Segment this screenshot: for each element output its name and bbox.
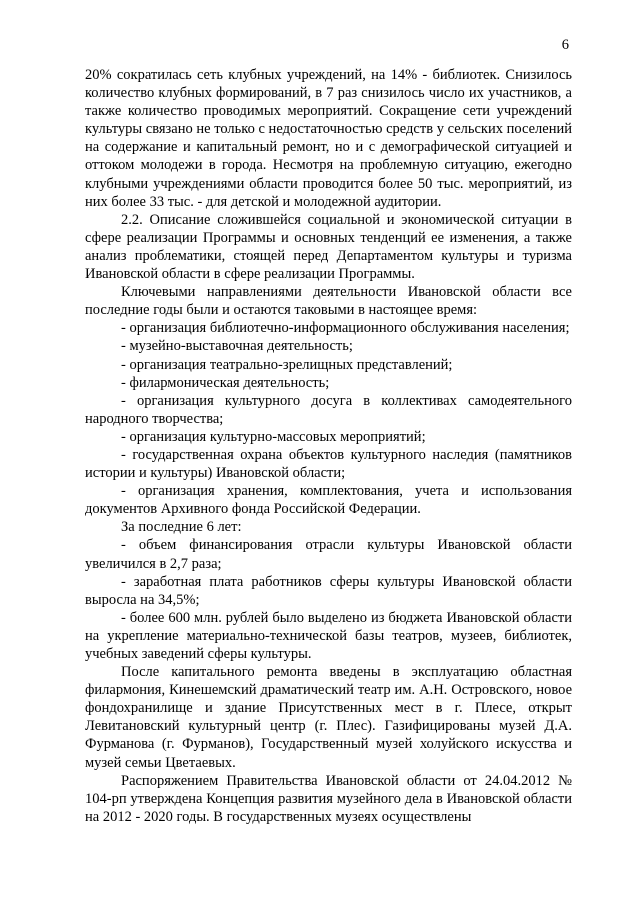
paragraph-renovation: После капитального ремонта введены в эксплуатацию областная филармония, Кинешемский драматический театр им. А.Н. Островского, новое фондохранилище и здание Присутственных мест в г. Плесе, открыт Левитановский культурный центр (г. Плес). Газифицированы музей Д.А. Фурманова (г. Фурманов), Государственный музей холуйского искусства и музей семьи Цветаевых. — [85, 664, 572, 771]
paragraph-section-2-2: 2.2. Описание сложившейся социальной и экономической ситуации в сфере реализации Программы и основных тенденций ее изменения, а также анализ проблематики, стоящей перед Департаментом культуры и туризма Ивановской области в сфере реализации Программы. — [85, 211, 572, 283]
paragraph-continuation: 20% сократилась сеть клубных учреждений, на 14% - библиотек. Снизилось количество клубных формирований, в 7 раз снизилось число их участников, а также количество проводимых мероприятий. Сокращение сети учреждений культуры связано не только с недостаточностью средств у сельских поселений на содержание и капитальный ремонт, но и с демографической ситуацией и оттоком молодежи в города. Несмотря на проблемную ситуацию, ежегодно клубными учреждениями области проводится более 50 тыс. мероприятий, из них более 33 тыс. - для детской и молодежной аудитории. — [85, 67, 572, 210]
page-number: 6 — [561, 37, 569, 53]
list-item-budget: - более 600 млн. рублей было выделено из бюджета Ивановской области на укрепление материально-технической базы театров, музеев, библиотек, учебных заведений сферы культуры. — [85, 609, 572, 662]
list-item-funding: - объем финансирования отрасли культуры Ивановской области увеличился в 2,7 раза; — [85, 537, 572, 572]
list-item-theatre: - организация театрально-зрелищных представлений; — [121, 356, 453, 373]
paragraph-museum-concept: Распоряжением Правительства Ивановской области от 24.04.2012 № 104-рп утверждена Концепция развития музейного дела в Ивановской области на 2012 - 2020 годы. В государственных музеях осуществлены — [85, 772, 572, 825]
list-item-heritage-protection: - государственная охрана объектов культурного наследия (памятников истории и культуры) Ивановской области; — [85, 446, 572, 482]
list-item-salary: - заработная плата работников сферы культуры Ивановской области выросла на 34,5%; — [85, 573, 572, 608]
list-item-museum-activity: - музейно-выставочная деятельность; — [121, 338, 353, 355]
list-item-philharmonic: - филармоническая деятельность; — [121, 374, 330, 391]
paragraph-last-6-years: За последние 6 лет: — [121, 519, 242, 536]
document-body — [85, 66, 572, 826]
list-item-amateur-arts: - организация культурного досуга в коллективах самодеятельного народного творчества; — [85, 392, 572, 427]
paragraph-key-directions-intro: Ключевыми направлениями деятельности Ивановской области все последние годы были и остаются таковыми в настоящее время: — [85, 284, 572, 319]
list-item-library-services: - организация библиотечно-информационного обслуживания населения; — [121, 320, 570, 337]
list-item-archives: - организация хранения, комплектования, учета и использования документов Архивного фонда Российской Федерации. — [85, 483, 572, 518]
list-item-mass-events: - организация культурно-массовых мероприятий; — [121, 428, 426, 445]
